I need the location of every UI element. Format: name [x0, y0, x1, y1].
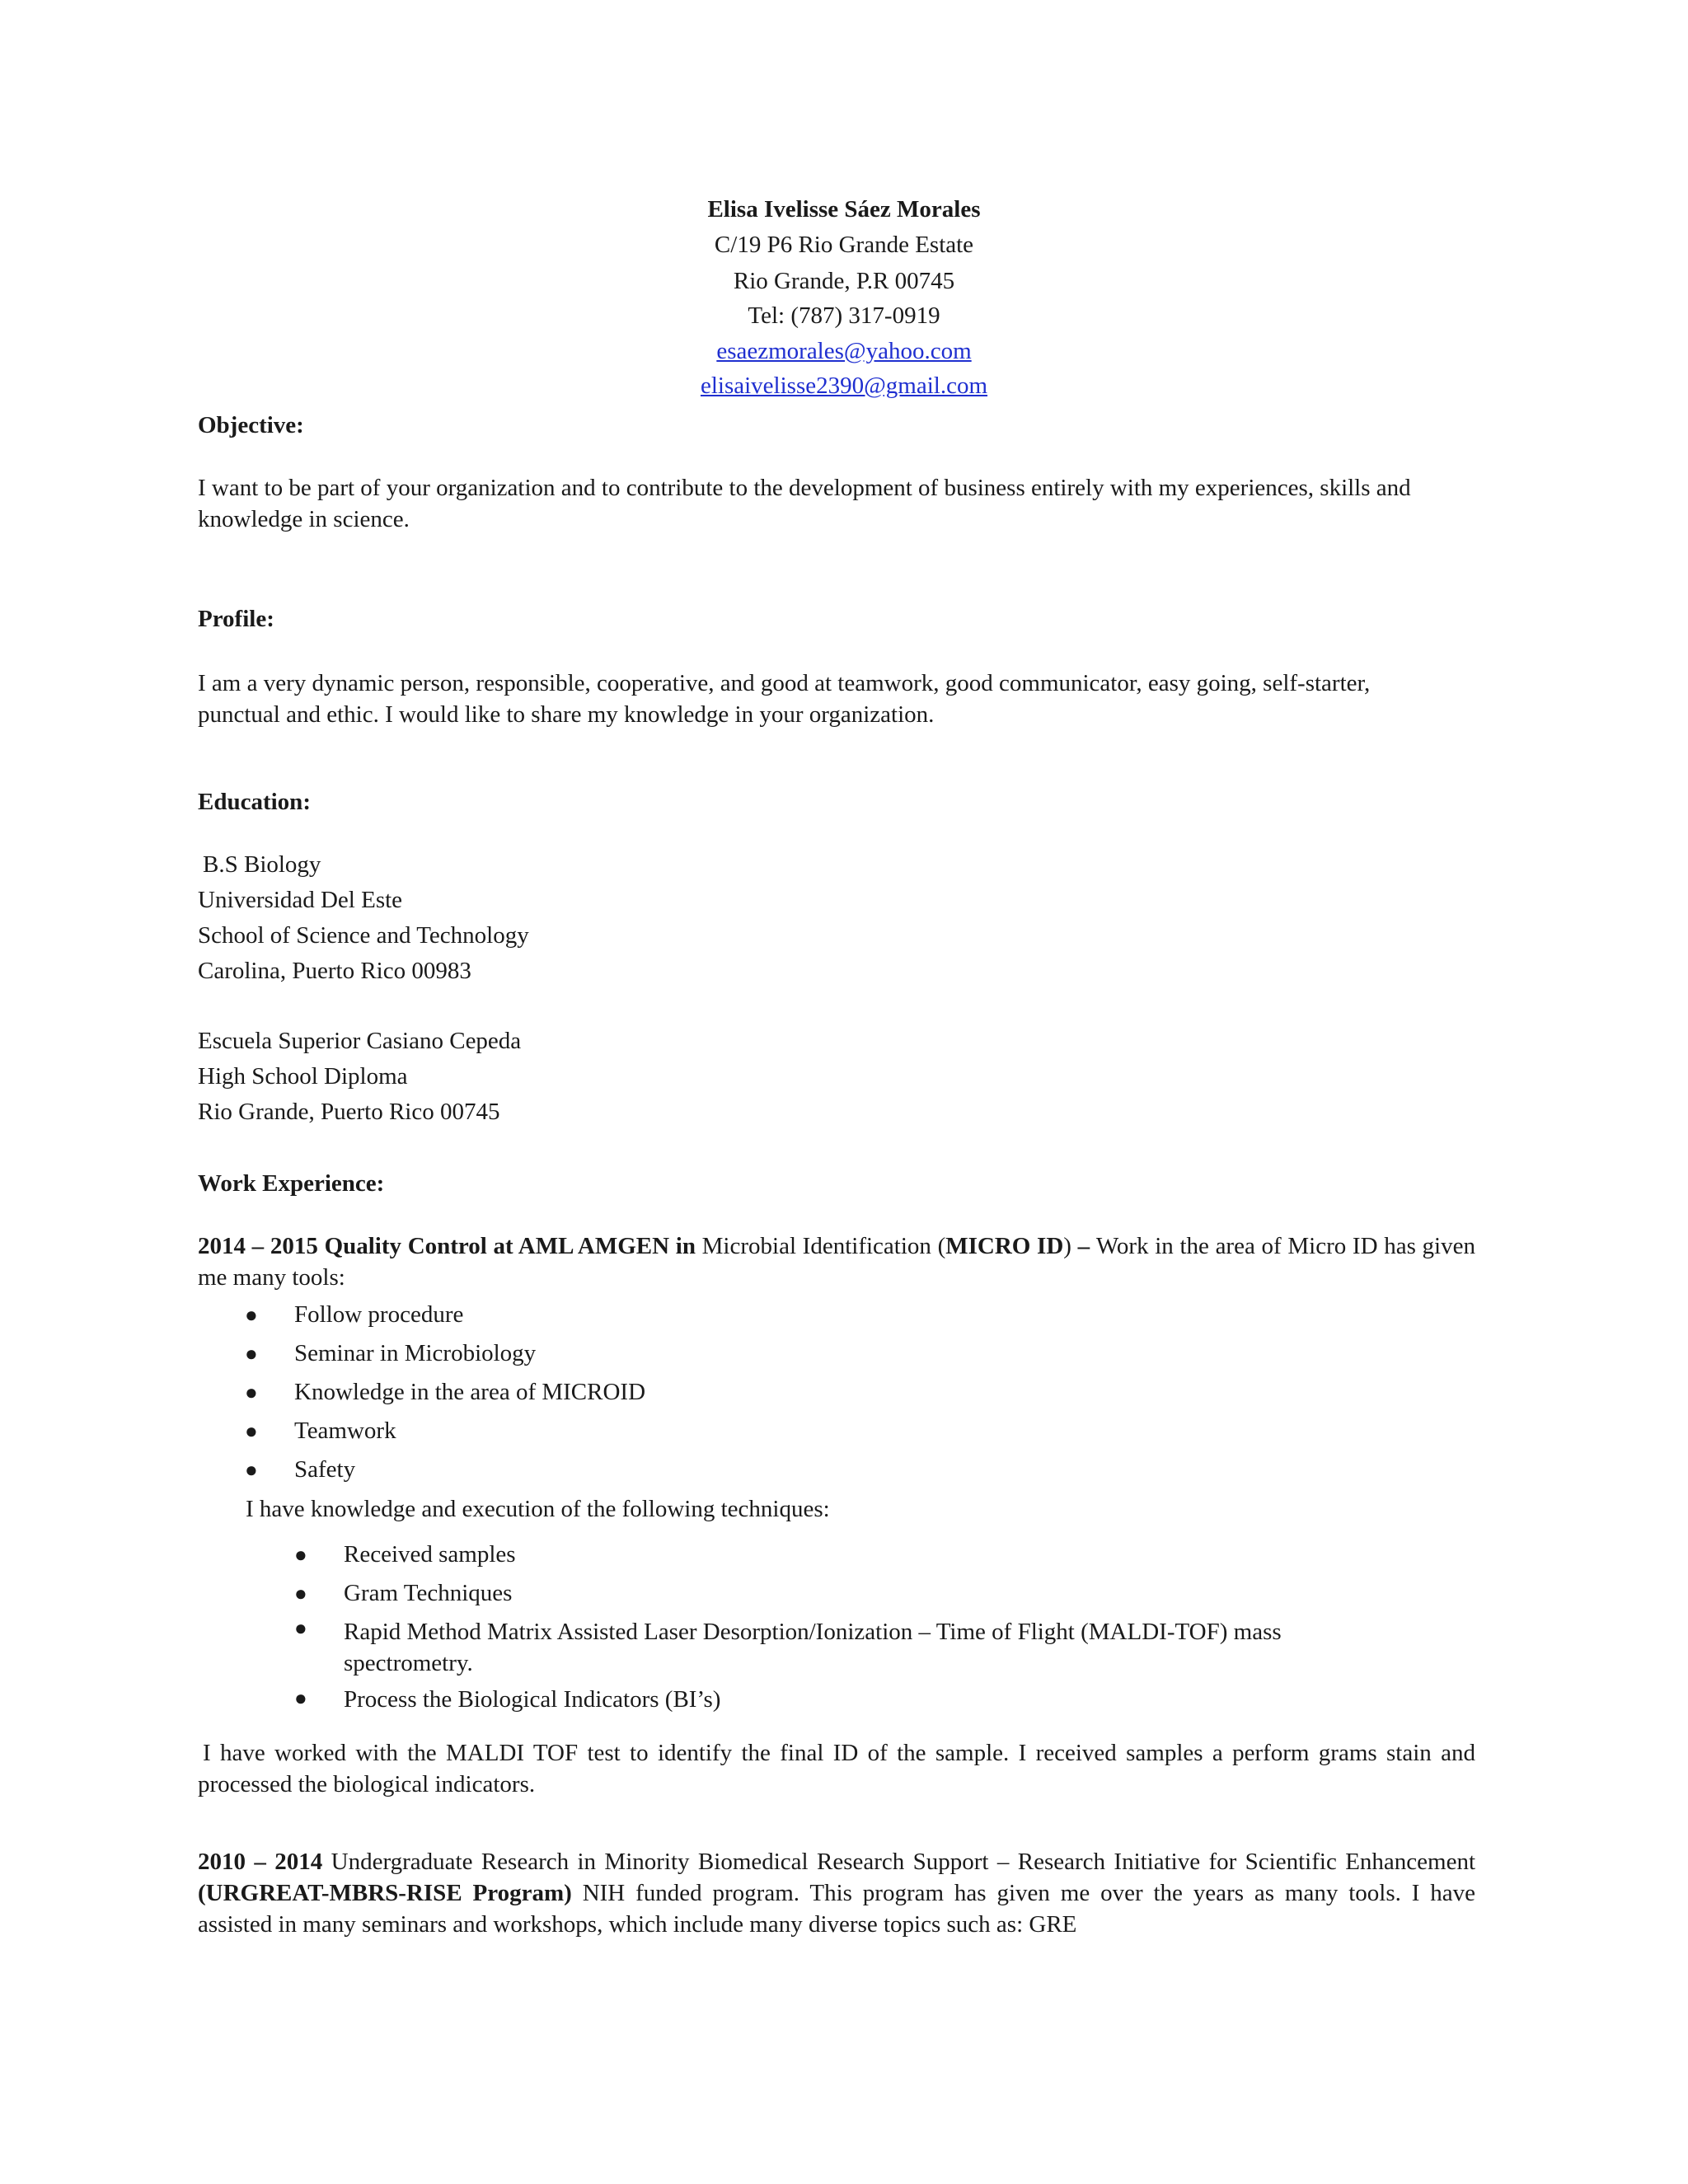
email-link-gmail[interactable]: elisaivelisse2390@gmail.com: [700, 373, 988, 399]
list-item: ● Teamwork: [294, 1412, 645, 1451]
education-heading: Education:: [198, 789, 311, 815]
job1-dash: –: [1071, 1233, 1096, 1259]
bullet-icon: ●: [294, 1582, 307, 1605]
job1-description: Work in the area of Micro ID has given me many tools:: [198, 1233, 1475, 1291]
job1-title: [198, 1230, 1475, 1293]
phone-number: Tel: (787) 317-0919: [748, 302, 940, 329]
profile-text: I am a very dynamic person, responsible, cooperative, and good at teamwork, good communicator, easy going, self-starter, punctual and ethic. I would like to share my knowledge in your organization.: [198, 670, 1371, 728]
job1-summary: I have worked with the MALDI TOF test to identify the final ID of the sample. I received samples a perform grams stain and processed the biological indicators.: [198, 1740, 1475, 1797]
job2-description: [198, 1846, 1475, 1940]
job2-text-b: NIH funded program. This program has given me over the years as many tools. I have assisted in many seminars and workshops, which include many diverse topics such as: GRE: [198, 1880, 1476, 1938]
job1-role: Quality Control at AML AMGEN in: [324, 1233, 696, 1259]
job1-area: Microbial Identification (: [701, 1233, 946, 1259]
job2-text-a: Undergraduate Research in Minority Biomedical Research Support – Research Initiative for Scientific Enhancement: [331, 1849, 1476, 1875]
highschool-location: Rio Grande, Puerto Rico 00745: [198, 1099, 500, 1125]
list-item: spectrometry.: [344, 1650, 473, 1676]
list-item: ● Seminar in Microbiology: [294, 1334, 645, 1373]
job1-area-close: ): [1063, 1233, 1071, 1259]
list-item: ● Safety: [294, 1451, 645, 1489]
job1-tools-list: [245, 1296, 646, 1489]
bullet-icon: ●: [294, 1616, 307, 1640]
objective-heading: Objective:: [198, 412, 304, 438]
list-item: ● Received samples: [344, 1535, 1282, 1574]
highschool-diploma: High School Diploma: [198, 1063, 408, 1090]
list-item: ● Follow procedure: [294, 1296, 645, 1334]
bullet-icon: ●: [294, 1543, 307, 1567]
techniques-intro: I have knowledge and execution of the following techniques:: [246, 1496, 830, 1522]
bullet-icon: ●: [294, 1686, 307, 1710]
email-link-2-wrap: [0, 373, 1688, 400]
email-link-yahoo[interactable]: esaezmorales@yahoo.com: [716, 338, 972, 364]
email-link-1-wrap: [0, 338, 1688, 365]
list-item: ● Process the Biological Indicators (BI’s): [344, 1679, 1282, 1719]
candidate-name: Elisa Ivelisse Sáez Morales: [707, 196, 981, 223]
list-item: ● Knowledge in the area of MICROID: [294, 1373, 645, 1412]
bullet-icon: ●: [245, 1342, 258, 1366]
education-location: Carolina, Puerto Rico 00983: [198, 958, 471, 984]
education-school: School of Science and Technology: [198, 922, 529, 949]
list-item: ● Rapid Method Matrix Assisted Laser Desorption/Ionization – Time of Flight (MALDI-TOF) mass: [344, 1613, 1282, 1647]
bullet-icon: ●: [245, 1419, 258, 1443]
objective-text: I want to be part of your organization and to contribute to the development of business entirely with my experiences, skills and knowledge in science.: [198, 475, 1411, 532]
highschool-name: Escuela Superior Casiano Cepeda: [198, 1028, 522, 1054]
education-university: Universidad Del Este: [198, 887, 403, 913]
job1-years: 2014 – 2015: [198, 1233, 318, 1259]
techniques-list: [294, 1535, 1282, 1719]
job2-program: (URGREAT-MBRS-RISE Program): [198, 1880, 572, 1906]
job1-area-abbrev: MICRO ID: [945, 1233, 1064, 1259]
education-degree: B.S Biology: [203, 851, 321, 878]
list-item: ● Gram Techniques: [344, 1574, 1282, 1613]
bullet-icon: ●: [245, 1380, 258, 1404]
work-heading: Work Experience:: [198, 1170, 385, 1197]
bullet-icon: ●: [245, 1303, 258, 1327]
address-line-2: Rio Grande, P.R 00745: [733, 268, 955, 294]
bullet-icon: ●: [245, 1458, 258, 1482]
address-line-1: C/19 P6 Rio Grande Estate: [714, 232, 974, 258]
job2-years: 2010 – 2014: [198, 1849, 323, 1875]
profile-heading: Profile:: [198, 606, 274, 632]
